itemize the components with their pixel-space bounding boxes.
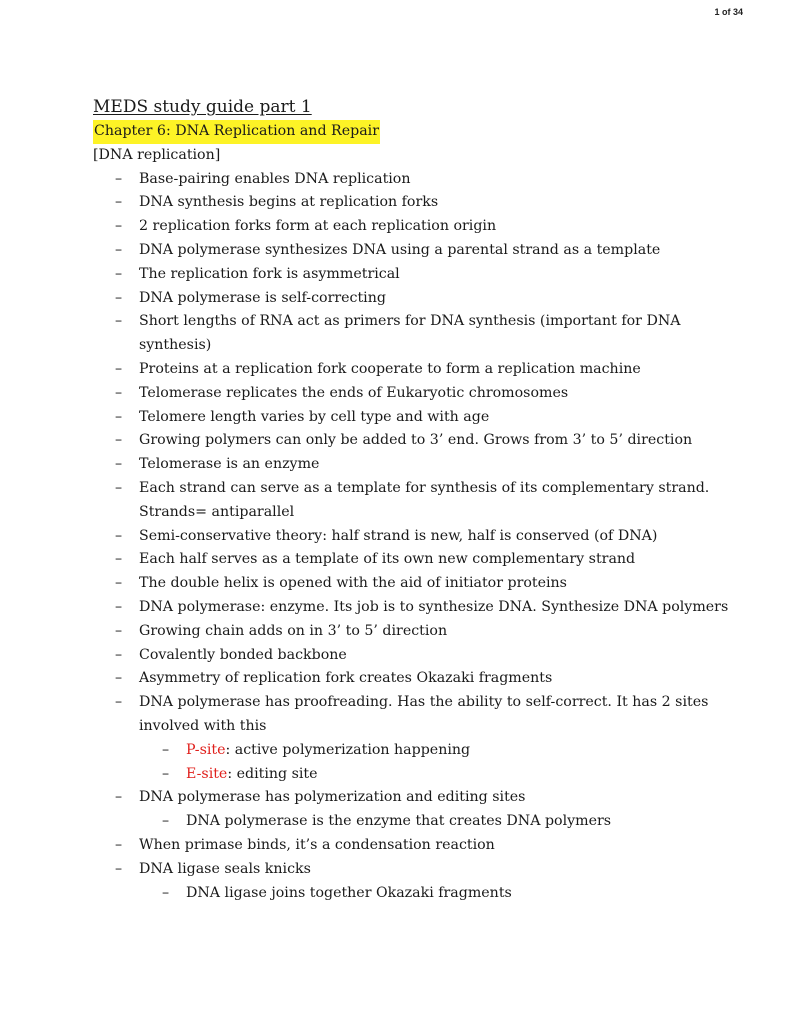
list-item: – Growing polymers can only be added to 3’ end. Grows from 3’ to 5’ direction [93, 429, 743, 453]
list-item: – DNA synthesis begins at replication forks [93, 191, 743, 215]
e-site-description: : editing site [227, 765, 318, 782]
list-item: – Proteins at a replication fork cooperate to form a replication machine [93, 358, 743, 382]
sub-list-item: – DNA ligase joins together Okazaki fragments [93, 882, 743, 906]
sub-list-item [93, 763, 743, 787]
sub-list [93, 810, 743, 834]
document-body [93, 94, 743, 905]
list-item: – Telomerase replicates the ends of Eukaryotic chromosomes [93, 382, 743, 406]
list-item: – DNA polymerase is self-correcting [93, 287, 743, 311]
p-site-term: P-site [186, 741, 226, 758]
list-item: – Telomerase is an enzyme [93, 453, 743, 477]
list-item: – DNA polymerase: enzyme. Its job is to synthesize DNA. Synthesize DNA polymers [93, 596, 743, 620]
list-item: – Growing chain adds on in 3’ to 5’ direction [93, 620, 743, 644]
bullet-list [93, 168, 743, 739]
list-item: – DNA polymerase synthesizes DNA using a parental strand as a template [93, 239, 743, 263]
e-site-term: E-site [186, 765, 228, 782]
list-item: – Semi-conservative theory: half strand is new, half is conserved (of DNA) [93, 525, 743, 549]
list-item: – Base-pairing enables DNA replication [93, 168, 743, 192]
list-item: – Each strand can serve as a template for synthesis of its complementary strand. Strands= antiparallel [93, 477, 743, 525]
section-label: [DNA replication] [93, 146, 221, 163]
list-item: – When primase binds, it’s a condensation reaction [93, 834, 743, 858]
list-item: – DNA polymerase has polymerization and editing sites [93, 786, 743, 810]
list-item: – 2 replication forks form at each replication origin [93, 215, 743, 239]
chapter-highlight: Chapter 6: DNA Replication and Repair [93, 120, 380, 144]
sub-list-item [93, 739, 743, 763]
bullet-list [93, 786, 743, 810]
list-item: – The replication fork is asymmetrical [93, 263, 743, 287]
list-item: – DNA polymerase has proofreading. Has the ability to self-correct. It has 2 sites involved with this [93, 691, 743, 739]
list-item: – The double helix is opened with the aid of initiator proteins [93, 572, 743, 596]
list-item: – Each half serves as a template of its own new complementary strand [93, 548, 743, 572]
sub-list [93, 882, 743, 906]
p-site-description: : active polymerization happening [225, 741, 471, 758]
list-item: – DNA ligase seals knicks [93, 858, 743, 882]
list-item: – Short lengths of RNA act as primers for DNA synthesis (important for DNA synthesis) [93, 310, 743, 358]
sub-list [93, 739, 743, 787]
list-item: – Covalently bonded backbone [93, 644, 743, 668]
list-item: – Asymmetry of replication fork creates Okazaki fragments [93, 667, 743, 691]
document-title: MEDS study guide part 1 [93, 97, 312, 117]
list-item: – Telomere length varies by cell type and with age [93, 406, 743, 430]
page-counter: 1 of 34 [714, 7, 743, 17]
chapter-heading [93, 120, 743, 144]
bullet-list [93, 834, 743, 882]
sub-list-item: – DNA polymerase is the enzyme that creates DNA polymers [93, 810, 743, 834]
